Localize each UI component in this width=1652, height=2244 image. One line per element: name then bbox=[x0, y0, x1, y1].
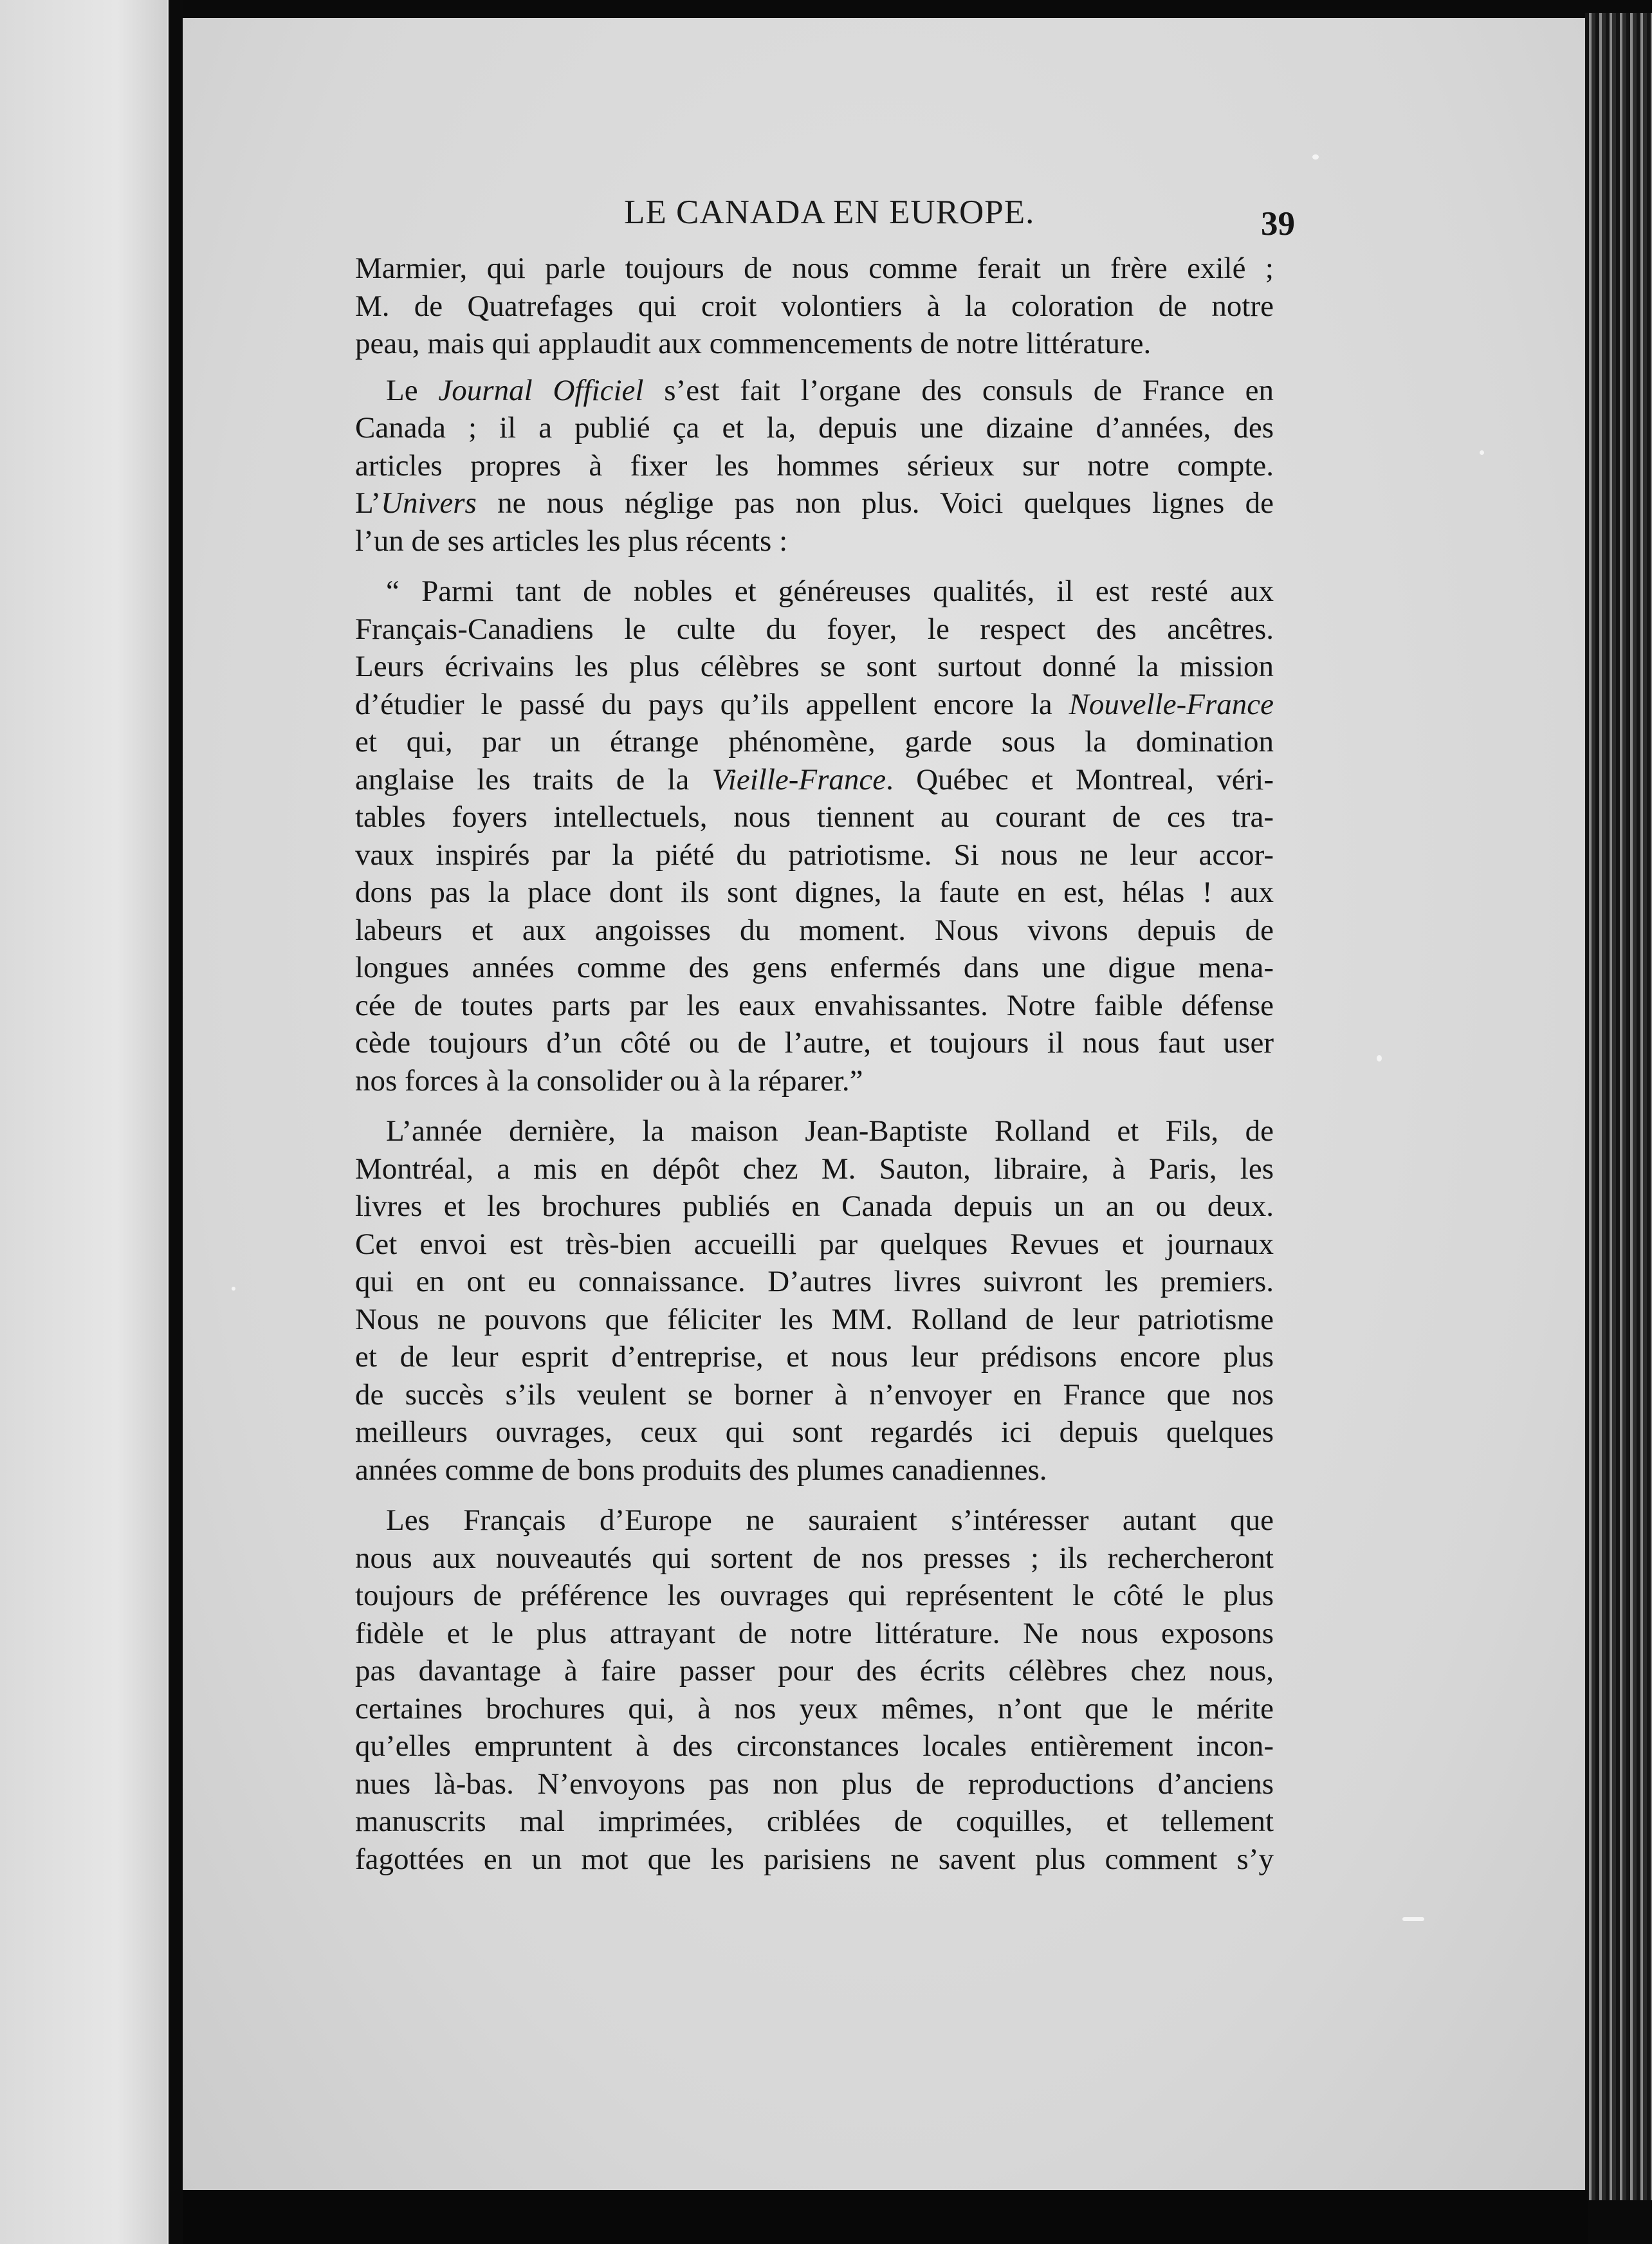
paragraph-1 bbox=[355, 250, 1274, 363]
text-line: et de leur esprit d’entreprise, et nous leur prédisons encore plus bbox=[355, 1340, 1274, 1374]
text-line bbox=[355, 723, 1274, 761]
text-line: meilleurs ouvrages, ceux qui sont regardés ici depuis quelques bbox=[355, 1415, 1274, 1449]
text-line bbox=[355, 761, 1274, 799]
facing-page-edge bbox=[0, 0, 167, 2244]
text-line: années comme de bons produits des plumes canadiennes. bbox=[355, 1453, 1047, 1487]
text-line: Nous ne pouvons que féliciter les MM. Rolland de leur patriotisme bbox=[355, 1302, 1274, 1336]
text-line: certaines brochures qui, à nos yeux mêmes, n’ont que le mérite bbox=[355, 1691, 1274, 1725]
text-line bbox=[355, 522, 1274, 560]
text-run: L’ bbox=[355, 486, 381, 520]
text-line bbox=[355, 447, 1274, 485]
text-run: Le bbox=[386, 373, 439, 407]
text-line bbox=[355, 874, 1274, 912]
italic-title: Univers bbox=[381, 486, 477, 520]
text-line: toujours de préférence les ouvrages qui représentent le côté le plus bbox=[355, 1579, 1274, 1612]
text-run: cée de toutes parts par les eaux envahissantes. Notre faible défense bbox=[355, 988, 1274, 1022]
text-line bbox=[355, 484, 1274, 522]
text-run: nos forces à la consolider ou à la réparer.” bbox=[355, 1063, 863, 1098]
text-line bbox=[355, 409, 1274, 447]
text-line: qu’elles empruntent à des circonstances locales entièrement incon- bbox=[355, 1729, 1274, 1763]
page-number: 39 bbox=[1261, 205, 1295, 243]
text-line bbox=[355, 372, 1274, 410]
text-line: Montréal, a mis en dépôt chez M. Sauton, libraire, à Paris, les bbox=[355, 1152, 1274, 1186]
text-line: M. de Quatrefages qui croit volontiers à la coloration de notre bbox=[355, 289, 1274, 323]
scan-speck bbox=[1312, 154, 1319, 160]
text-line: nues là-bas. N’envoyons pas non plus de reproductions d’anciens bbox=[355, 1767, 1274, 1801]
text-line bbox=[355, 912, 1274, 950]
quoted-paragraph bbox=[355, 573, 1274, 1099]
scan-speck bbox=[1480, 450, 1484, 455]
text-line: Les Français d’Europe ne sauraient s’intéresser autant que bbox=[386, 1504, 1274, 1537]
text-run: d’étudier le passé du pays qu’ils appellent encore la bbox=[355, 687, 1069, 721]
text-run: . Québec et Montreal, véri- bbox=[886, 762, 1274, 796]
text-run: et qui, par un étrange phénomène, garde sous la domination bbox=[355, 725, 1274, 759]
text-line: fagottées en un mot que les parisiens ne savent plus comment s’y bbox=[355, 1842, 1274, 1876]
text-run: labeurs et aux angoisses du moment. Nous vivons depuis de bbox=[355, 913, 1274, 947]
page-stack-edges bbox=[1585, 13, 1652, 2200]
text-run: anglaise les traits de la bbox=[355, 762, 712, 796]
body-text bbox=[355, 250, 1274, 1878]
italic-title: Vieille-France bbox=[711, 762, 886, 796]
text-run: tables foyers intellectuels, nous tiennent au courant de ces tra- bbox=[355, 800, 1274, 834]
text-line: Cet envoi est très-bien accueilli par quelques Revues et journaux bbox=[355, 1227, 1274, 1261]
text-line bbox=[355, 1024, 1274, 1062]
scan-bottom-border bbox=[183, 2190, 1588, 2244]
text-run: “ Parmi tant de nobles et généreuses qualités, il est resté aux bbox=[386, 575, 1274, 608]
text-run: l’un de ses articles les plus récents : bbox=[355, 524, 788, 558]
text-line bbox=[355, 573, 1274, 611]
text-line: fidèle et le plus attrayant de notre littérature. Ne nous exposons bbox=[355, 1616, 1274, 1650]
text-line bbox=[355, 949, 1274, 987]
paragraph-2 bbox=[355, 372, 1274, 560]
text-run: ne nous néglige pas non plus. Voici quelques lignes de bbox=[476, 486, 1274, 520]
italic-title: Journal Officiel bbox=[438, 373, 644, 407]
text-line: de succès s’ils veulent se borner à n’envoyer en France que nos bbox=[355, 1377, 1274, 1412]
scan-speck bbox=[1377, 1055, 1382, 1062]
book-gutter bbox=[169, 0, 183, 2244]
running-title: LE CANADA EN EUROPE. bbox=[624, 194, 1035, 231]
text-line: nous aux nouveautés qui sortent de nos presses ; ils rechercheront bbox=[355, 1541, 1274, 1575]
text-line: Marmier, qui parle toujours de nous comme ferait un frère exilé ; bbox=[355, 252, 1274, 285]
text-line bbox=[355, 648, 1274, 686]
text-run: Canada ; il a publié ça et la, depuis une dizaine d’années, des bbox=[355, 411, 1274, 445]
text-run: s’est fait l’organe des consuls de France en bbox=[643, 373, 1274, 407]
text-run: longues années comme des gens enfermés dans une digue mena- bbox=[355, 951, 1274, 984]
text-run: Leurs écrivains les plus célèbres se sont surtout donné la mission bbox=[355, 650, 1274, 683]
text-run: cède toujours d’un côté ou de l’autre, et toujours il nous faut user bbox=[355, 1026, 1274, 1060]
text-run: Français-Canadiens le culte du foyer, le respect des ancêtres. bbox=[355, 612, 1274, 646]
text-line: manuscrits mal imprimées, criblées de coquilles, et tellement bbox=[355, 1805, 1274, 1838]
text-line bbox=[355, 836, 1274, 874]
text-line bbox=[355, 686, 1274, 724]
facing-page-strip bbox=[0, 0, 172, 2244]
scan-speck bbox=[232, 1287, 235, 1291]
text-line: L’année dernière, la maison Jean-Baptiste Rolland et Fils, de bbox=[386, 1114, 1274, 1148]
text-line bbox=[355, 1062, 1274, 1100]
text-line bbox=[355, 798, 1274, 836]
paragraph-4 bbox=[355, 1112, 1274, 1489]
italic-title: Nouvelle-France bbox=[1069, 687, 1274, 721]
text-line: livres et les brochures publiés en Canada depuis un an ou deux. bbox=[355, 1190, 1274, 1223]
scan-speck bbox=[1402, 1917, 1424, 1921]
text-line: qui en ont eu connaissance. D’autres livres suivront les premiers. bbox=[355, 1265, 1274, 1298]
text-line bbox=[355, 611, 1274, 648]
text-line bbox=[355, 987, 1274, 1025]
paragraph-5 bbox=[355, 1502, 1274, 1878]
text-run: vaux inspirés par la piété du patriotisme. Si nous ne leur accor- bbox=[355, 838, 1274, 872]
text-line: pas davantage à faire passer pour des écrits célèbres chez nous, bbox=[355, 1654, 1274, 1688]
text-run: dons pas la place dont ils sont dignes, la faute en est, hélas ! aux bbox=[355, 876, 1274, 909]
text-line: peau, mais qui applaudit aux commencements de notre littérature. bbox=[355, 327, 1152, 360]
text-run: articles propres à fixer les hommes sérieux sur notre compte. bbox=[355, 448, 1274, 483]
